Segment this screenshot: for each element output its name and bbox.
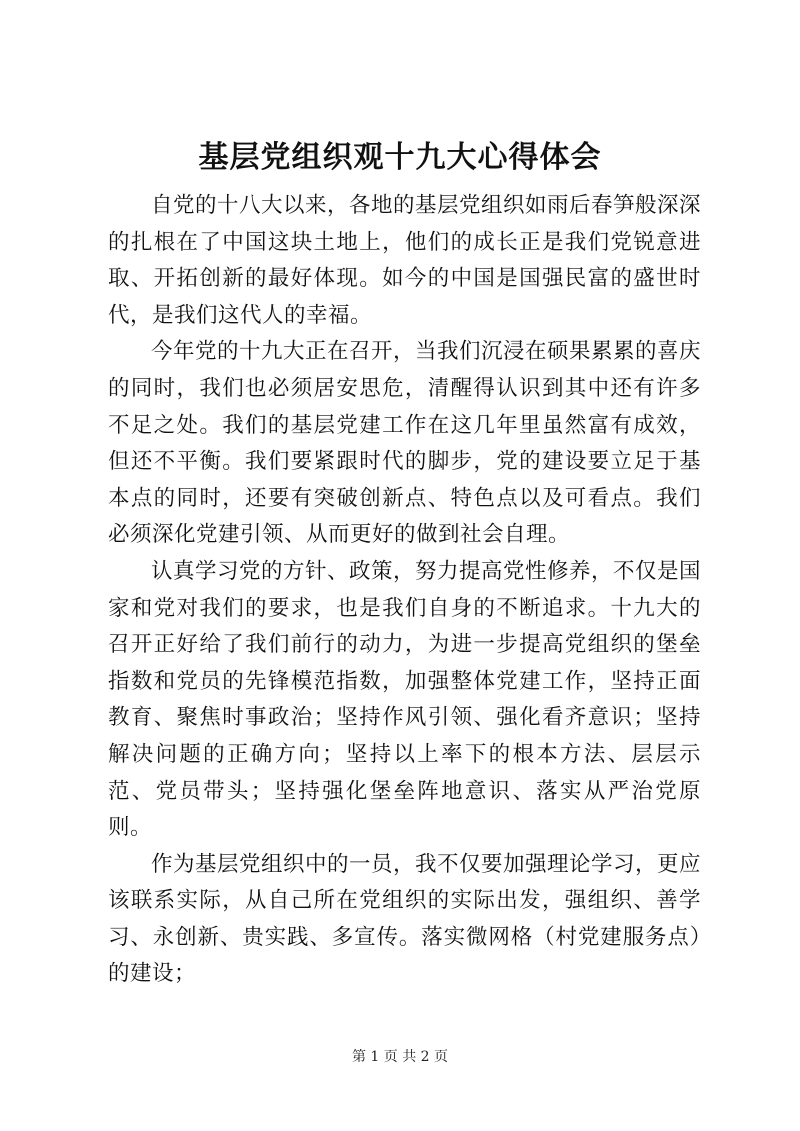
paragraph-4: 作为基层党组织中的一员，我不仅要加强理论学习，更应该联系实际，从自己所在党组织的实际出发，强组织、善学习、永创新、贵实践、多宣传。落实微网格（村党建服务点）的建设；	[108, 851, 702, 987]
paragraph-2: 今年党的十九大正在召开，当我们沉浸在硕果累累的喜庆的同时，我们也必须居安思危，清醒得认识到其中还有许多不足之处。我们的基层党建工作在这几年里虽然富有成效，但还不平衡。我们要紧跟时代的脚步，党的建设要立足于基本点的同时，还要有突破创新点、特色点以及可看点。我们必须深化党建引领、从而更好的做到社会自理。	[108, 339, 702, 548]
page-number-footer: 第 1 页 共 2 页	[351, 1049, 449, 1065]
document-title: 基层党组织观十九大心得体会	[198, 140, 602, 175]
paragraph-3: 认真学习党的方针、政策，努力提高党性修养，不仅是国家和党对我们的要求，也是我们自身的不断追求。十九大的召开正好给了我们前行的动力，为进一步提高党组织的堡垒指数和党员的先锋模范指数，加强整体党建工作，坚持正面教育、聚焦时事政治；坚持作风引领、强化看齐意识；坚持解决问题的正确方向；坚持以上率下的根本方法、层层示范、党员带头；坚持强化堡垒阵地意识、落实从严治党原则。	[108, 558, 702, 841]
document-body	[108, 188, 701, 993]
paragraph-1: 自党的十八大以来，各地的基层党组织如雨后春笋般深深的扎根在了中国这块土地上，他们的成长正是我们党锐意进取、开拓创新的最好体现。如今的中国是国强民富的盛世时代，是我们这代人的幸福。	[108, 193, 702, 328]
